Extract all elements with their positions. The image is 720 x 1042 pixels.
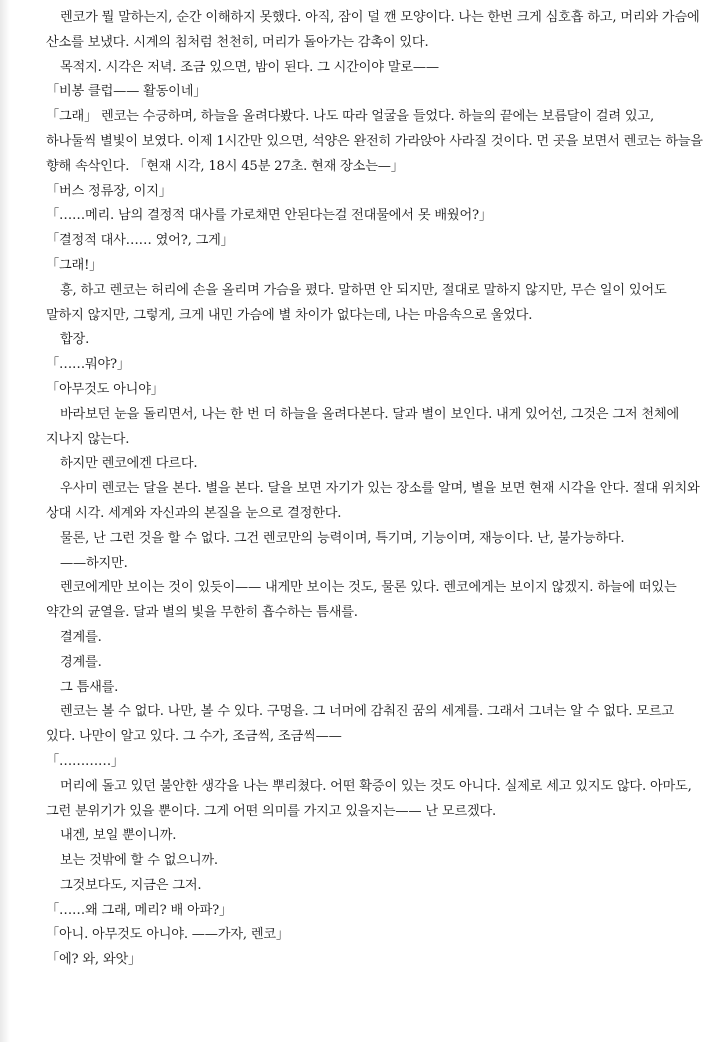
narration-paragraph: 우사미 렌코는 달을 본다. 별을 본다. 달을 보면 자기가 있는 장소를 알며, 별을 보면 현재 시각을 안다. 절대 위치와 상대 시각. 세계와 자신과의 본질을 눈으로 결정한다. bbox=[46, 481, 700, 521]
dialog-line: 「비봉 클럽—— 활동이네」 bbox=[46, 84, 207, 100]
dialog-line: 「버스 정류장, 이지」 bbox=[46, 183, 172, 199]
narration-paragraph: 렌코는 볼 수 없다. 나만, 볼 수 있다. 구멍을. 그 너머에 감춰진 꿈의 세계를. 그래서 그녀는 알 수 없다. 모르고 있다. 나만이 알고 있다. 그 수가, 조금씩, 조금씩—— bbox=[46, 704, 674, 745]
document-page bbox=[46, 6, 706, 973]
page-edge-shadow bbox=[0, 0, 10, 1042]
narration-paragraph: 보는 것밖에 할 수 없으니까. bbox=[60, 853, 218, 869]
narration-paragraph: 물론, 난 그런 것을 할 수 없다. 그건 렌코만의 능력이며, 특기며, 기능이며, 재능이다. 난, 불가능하다. bbox=[60, 530, 625, 546]
dialog-line: 「……메리. 남의 결정적 대사를 가로채면 안된다는걸 전대물에서 못 배웠어?」 bbox=[46, 208, 492, 224]
dialog-line: 「…………」 bbox=[46, 753, 124, 769]
narration-paragraph: 내겐, 보일 뿐이니까. bbox=[60, 828, 177, 844]
narration-paragraph: 머리에 돌고 있던 불안한 생각을 나는 뿌리쳤다. 어떤 확증이 있는 것도 아니다. 실제로 세고 있지도 않다. 아마도, 그런 분위기가 있을 뿐이다. 그게 어떤 의미를 가지고 있을지는—— 난 모르겠다. bbox=[46, 778, 692, 819]
narration-paragraph: 경계를. bbox=[60, 654, 102, 670]
dialog-line: 「그래!」 bbox=[46, 257, 103, 273]
narration-paragraph: 흥, 하고 렌코는 허리에 손을 올리며 가슴을 폈다. 말하면 안 되지만, 절대로 말하지 않지만, 무슨 일이 있어도 말하지 않지만, 그렇게, 크게 내민 가슴에 별 차이가 없다는데, 나는 마음속으로 울었다. bbox=[46, 282, 667, 323]
narration-paragraph: 결계를. bbox=[60, 629, 102, 645]
narration-paragraph: 그 틈새를. bbox=[60, 679, 119, 695]
narration-paragraph: ——하지만. bbox=[60, 555, 128, 571]
dialog-line: 「아니. 아무것도 아니야. ——가자, 렌코」 bbox=[46, 927, 289, 943]
narration-paragraph: 바라보던 눈을 돌리면서, 나는 한 번 더 하늘을 올려다본다. 달과 별이 보인다. 내게 있어선, 그것은 그저 천체에 지나지 않는다. bbox=[46, 406, 680, 447]
narration-paragraph: 렌코에게만 보이는 것이 있듯이—— 내게만 보이는 것도, 물론 있다. 렌코에게는 보이지 않겠지. 하늘에 떠있는 약간의 균열을. 달과 별의 빛을 무한히 흡수하는 틈새를. bbox=[46, 580, 677, 621]
narration-paragraph: 그것보다도, 지금은 그저. bbox=[60, 877, 202, 893]
narration-paragraph: 합장. bbox=[60, 332, 90, 348]
dialog-line: 「……왜 그래, 메리? 배 아파?」 bbox=[46, 902, 232, 918]
narration-paragraph: 목적지. 시각은 저녁. 조금 있으면, 밤이 된다. 그 시간이야 말로—— bbox=[60, 59, 439, 75]
dialog-line: 「그래」 렌코는 수긍하며, 하늘을 올려다봤다. 나도 따라 얼굴을 들었다. 하늘의 끝에는 보름달이 걸려 있고, 하나둘씩 별빛이 보였다. 이제 1시간만 있으면, 석양은 완전히 가라앉아 사라질 것이다. 먼 곳을 보면서 렌코는 하늘을 향해 속삭인다. 「현재 시각, 18시 45분 27초. 현재 장소는—」 bbox=[46, 109, 703, 174]
dialog-line: 「……뭐야?」 bbox=[46, 357, 130, 373]
dialog-line: 「결정적 대사…… 였어?, 그게」 bbox=[46, 233, 234, 249]
narration-paragraph: 하지만 렌코에겐 다르다. bbox=[60, 456, 198, 472]
dialog-line: 「에? 와, 와앗」 bbox=[46, 952, 141, 968]
narration-paragraph: 렌코가 뭘 말하는지, 순간 이해하지 못했다. 아직, 잠이 덜 깬 모양이다. 나는 한번 크게 심호흡 하고, 머리와 가슴에 산소를 보냈다. 시계의 침처럼 천천히, 머리가 돌아가는 감촉이 있다. bbox=[46, 10, 700, 50]
dialog-line: 「아무것도 아니야」 bbox=[46, 381, 164, 397]
